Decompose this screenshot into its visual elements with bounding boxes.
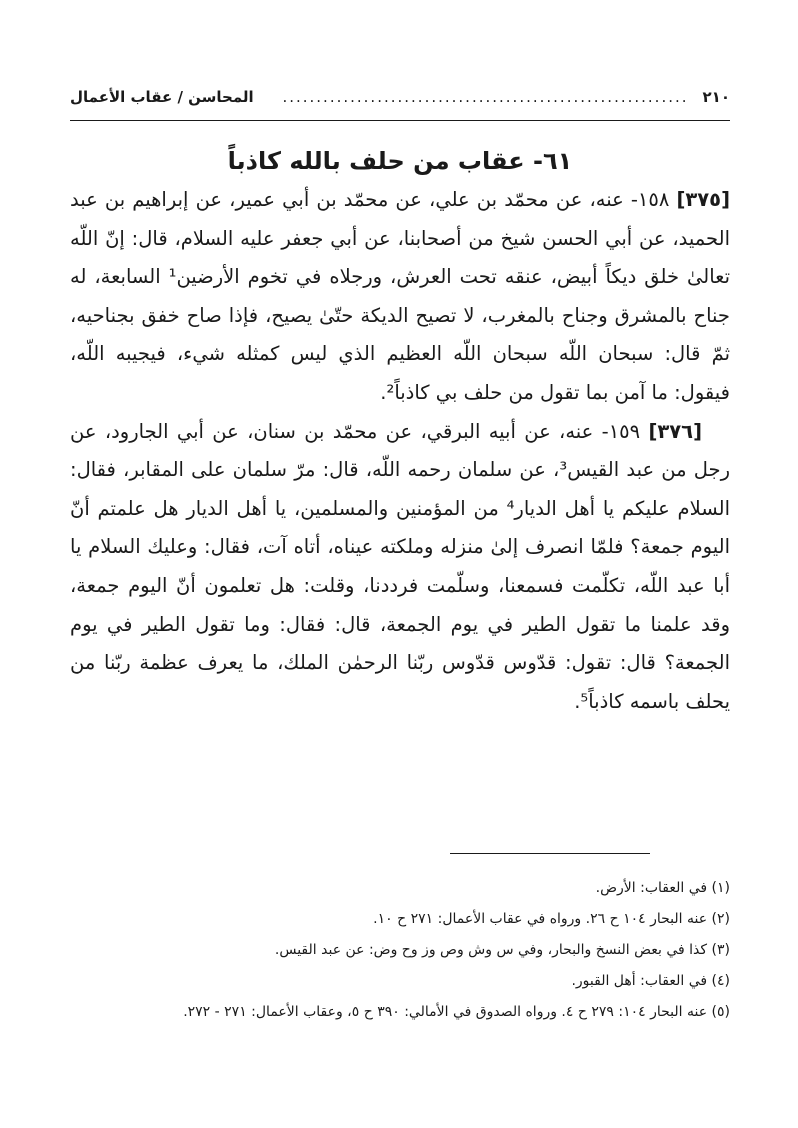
book-page	[70, 88, 730, 1020]
hadith-text: ١٥٩- عنه، عن أبيه البرقي، عن محمّد بن سنان، عن أبي الجارود، عن رجل من عبد القيس³، عن سلمان رحمه اللّه، قال: مرّ سلمان على المقابر، فقال: السلام عليكم يا أهل الديار⁴ من المؤمنين والمسلمين، يا أهل الديار هل علمتم أنّ اليوم جمعة؟ فلمّا انصرف إلىٰ منزله وملكته عيناه، أتاه آت، فقال: وعليك السلام يا أبا عبد اللّه، تكلّمت فسمعنا، وسلّمت فرددنا، وقلت: هل تعلمون أنّ اليوم جمعة، وقد علمنا ما تقول الطير في يوم الجمعة، قال: فقال: وما تقول الطير في يوم الجمعة؟ قال: تقول: قدّوس قدّوس ربّنا الرحمٰن الملك، ما يعرف عظمة ربّنا من يحلف باسمه كاذباً⁵.	[70, 419, 730, 713]
footnote-2: (٢) عنه البحار ١٠٤ ح ٢٦. ورواه في عقاب الأعمال: ٢٧١ ح ١٠.	[373, 911, 730, 927]
running-header	[70, 88, 730, 118]
footnote-3: (٣) كذا في بعض النسخ والبحار، وفي س وش وص وز وح وض: عن عبد القيس.	[274, 942, 730, 958]
hadith-number: [٣٧٦]	[648, 419, 703, 443]
hadith-paragraph-375	[70, 181, 730, 413]
footnote-rule	[450, 853, 650, 854]
footnote-1: (١) في العقاب: الأرض.	[595, 880, 730, 896]
page-number: ٢١٠	[702, 88, 730, 106]
main-text	[70, 181, 730, 721]
running-title: المحاسن / عقاب الأعمال	[70, 88, 254, 106]
footnote-5: (٥) عنه البحار ١٠٤: ٢٧٩ ح ٤. ورواه الصدوق في الأمالي: ٣٩٠ ح ٥، وعقاب الأعمال: ٢٧١ - ٢٧٢.	[183, 1004, 730, 1020]
hadith-paragraph-376	[70, 413, 730, 722]
header-leader-dots: ............................................................	[282, 88, 689, 106]
header-rule	[70, 120, 730, 121]
hadith-number: [٣٧٥]	[676, 188, 730, 211]
footnotes	[70, 873, 730, 1028]
footnote-4: (٤) في العقاب: أهل القبور.	[571, 973, 730, 989]
hadith-text: ١٥٨- عنه، عن محمّد بن علي، عن محمّد بن أبي عمير، عن إبراهيم بن عبد الحميد، عن أبي الحسن شيخ من أصحابنا، عن أبي جعفر عليه السلام، قال: إنّ اللّه تعالىٰ خلق ديكاً أبيض، عنقه تحت العرش، ورجلاه في تخوم الأرضين¹ السابعة، له جناح بالمشرق وجناح بالمغرب، لا تصيح الديكة حتّىٰ يصيح، فإذا صاح خفق بجناحيه، ثمّ قال: سبحان اللّه سبحان اللّه العظيم الذي ليس كمثله شيء، فيجيبه اللّه، فيقول: ما آمن بما تقول من حلف بي كاذباً².	[70, 188, 730, 404]
chapter-title: ٦١- عقاب من حلف بالله كاذباً	[227, 147, 573, 175]
